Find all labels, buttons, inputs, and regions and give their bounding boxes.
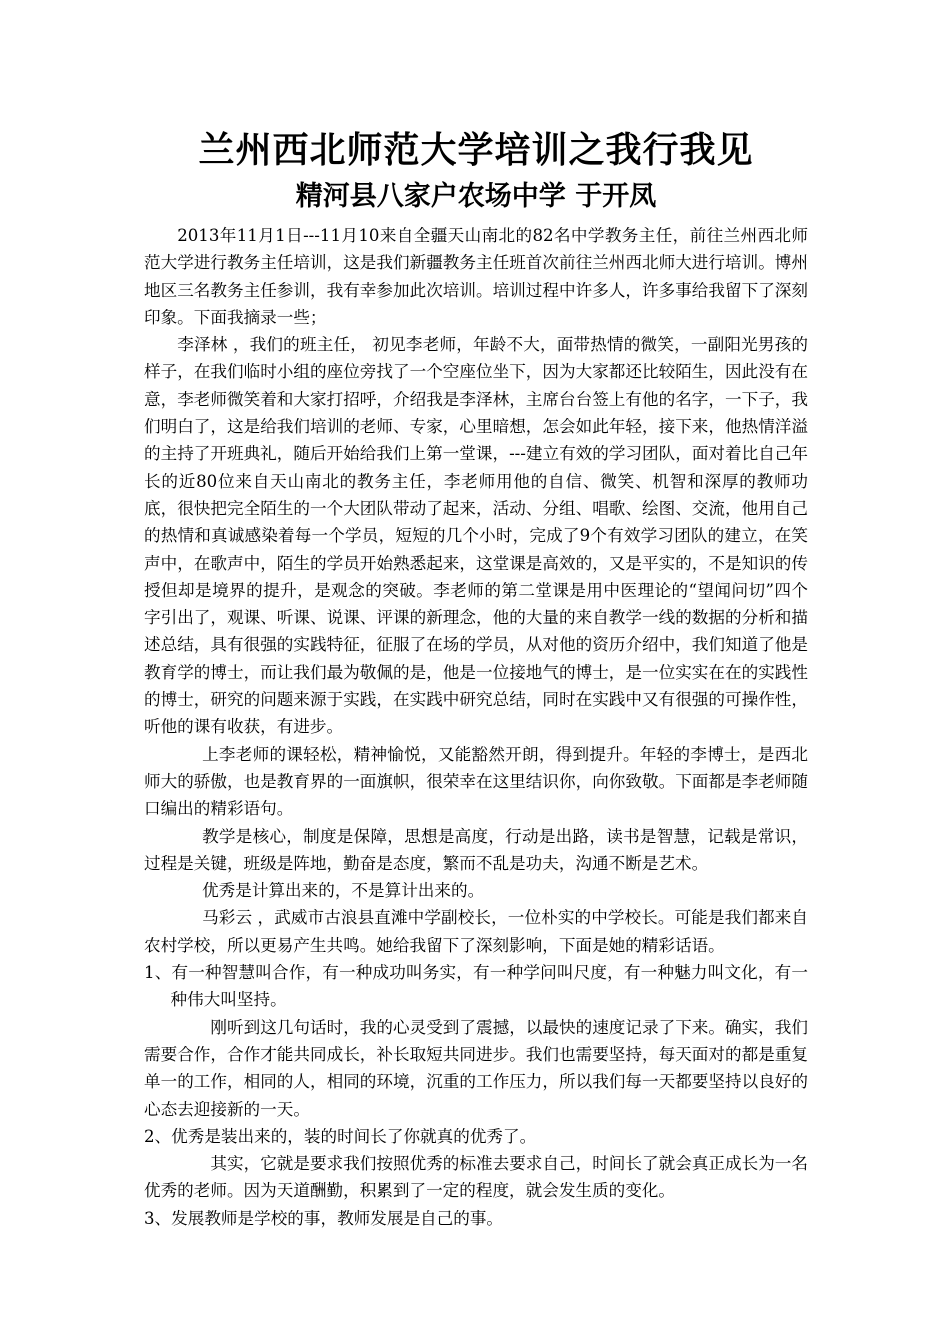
paragraph-quote-excellence: 优秀是计算出来的，不是算计出来的。 [202, 881, 485, 901]
paragraph-intro: 2013年11月1日---11月10来自全疆天山南北的82名中学教务主任，前往兰州西北师范大学进行教务主任培训，这是我们新疆教务主任班首次前往兰州西北师大进行培训。博州地区三名教务主任参训，我有幸参加此次培训。培训过程中许多人，许多事给我留下了深刻印象。下面我摘录一些； [144, 226, 808, 327]
document-page [144, 128, 808, 1232]
document-body [144, 222, 808, 1232]
list-item-2: 2、优秀是装出来的，装的时间长了你就真的优秀了。 [144, 1126, 537, 1146]
paragraph-reflection-2: 其实，它就是要求我们按照优秀的标准去要求自己，时间长了就会真正成长为一名优秀的老师。因为天道酬勤，积累到了一定的程度，就会发生质的变化。 [144, 1154, 808, 1201]
document-title: 兰州西北师范大学培训之我行我见 [198, 129, 754, 171]
list-item-1: 1、有一种智慧叫合作，有一种成功叫务实，有一种学问叫尺度，有一种魅力叫文化，有一种伟大叫坚持。 [144, 963, 808, 1010]
paragraph-li-class: 上李老师的课轻松，精神愉悦，又能豁然开朗，得到提升。年轻的李博士，是西北师大的骄傲，也是教育界的一面旗帜，很荣幸在这里结识你，向你致敬。下面都是李老师随口编出的精彩语句。 [144, 744, 808, 819]
author-line: 精河县八家户农场中学 于开凤 [295, 181, 657, 212]
paragraph-li-zelin: 李泽林 ，我们的班主任， 初见李老师，年龄不大，面带热情的微笑，一副阳光男孩的样子，在我们临时小组的座位旁找了一个空座位坐下，因为大家都还比较陌生，因此没有在意，李老师微笑着和大家打招呼，介绍我是李泽林，主席台台签上有他的名字，一下子，我们明白了，这是给我们培训的老师、专家，心里暗想，怎会如此年轻，接下来，他热情洋溢的主持了开班典礼，随后开始给我们上第一堂课，---建立有效的学习团队，面对着比自己年长的近80位来自天山南北的教务主任，李老师用他的自信、微笑、机智和深厚的教师功底，很快把完全陌生的一个大团队带动了起来，活动、分组、唱歌、绘图、交流，他用自己的热情和真诚感染着每一个学员，短短的几个小时，完成了9个有效学习团队的建立，在笑声中，在歌声中，陌生的学员开始熟悉起来，这堂课是高效的，又是平实的，不是知识的传授但却是境界的提升，是观念的突破。李老师的第二堂课是用中医理论的“望闻问切”四个字引出了，观课、听课、说课、评课的新理念，他的大量的来自教学一线的数据的分析和描述总结，具有很强的实践特征，征服了在场的学员，从对他的资历介绍中，我们知道了他是教育学的博士，而让我们最为敬佩的是，他是一位接地气的博士，是一位实实在在的实践性的博士，研究的问题来源于实践，在实践中研究总结，同时在实践中又有很强的可操作性，听他的课有收获，有进步。 [144, 335, 808, 737]
list-item-3: 3、发展教师是学校的事，教师发展是自己的事。 [144, 1208, 504, 1228]
paragraph-quote-teaching: 教学是核心，制度是保障，思想是高度，行动是出路，读书是智慧，记载是常识，过程是关键，班级是阵地，勤奋是态度，繁而不乱是功夫，沟通不断是艺术。 [144, 826, 808, 873]
paragraph-reflection-1: 刚听到这几句话时，我的心灵受到了震撼，以最快的速度记录了下来。确实，我们需要合作，合作才能共同成长，补长取短共同进步。我们也需要坚持，每天面对的都是重复单一的工作，相同的人，相同的环境，沉重的工作压力，所以我们每一天都要坚持以良好的心态去迎接新的一天。 [144, 1017, 808, 1119]
paragraph-ma-caiyun: 马彩云 ，武威市古浪县直滩中学副校长，一位朴实的中学校长。可能是我们都来自农村学校，所以更易产生共鸣。她给我留下了深刻影响，下面是她的精彩话语。 [144, 908, 808, 955]
